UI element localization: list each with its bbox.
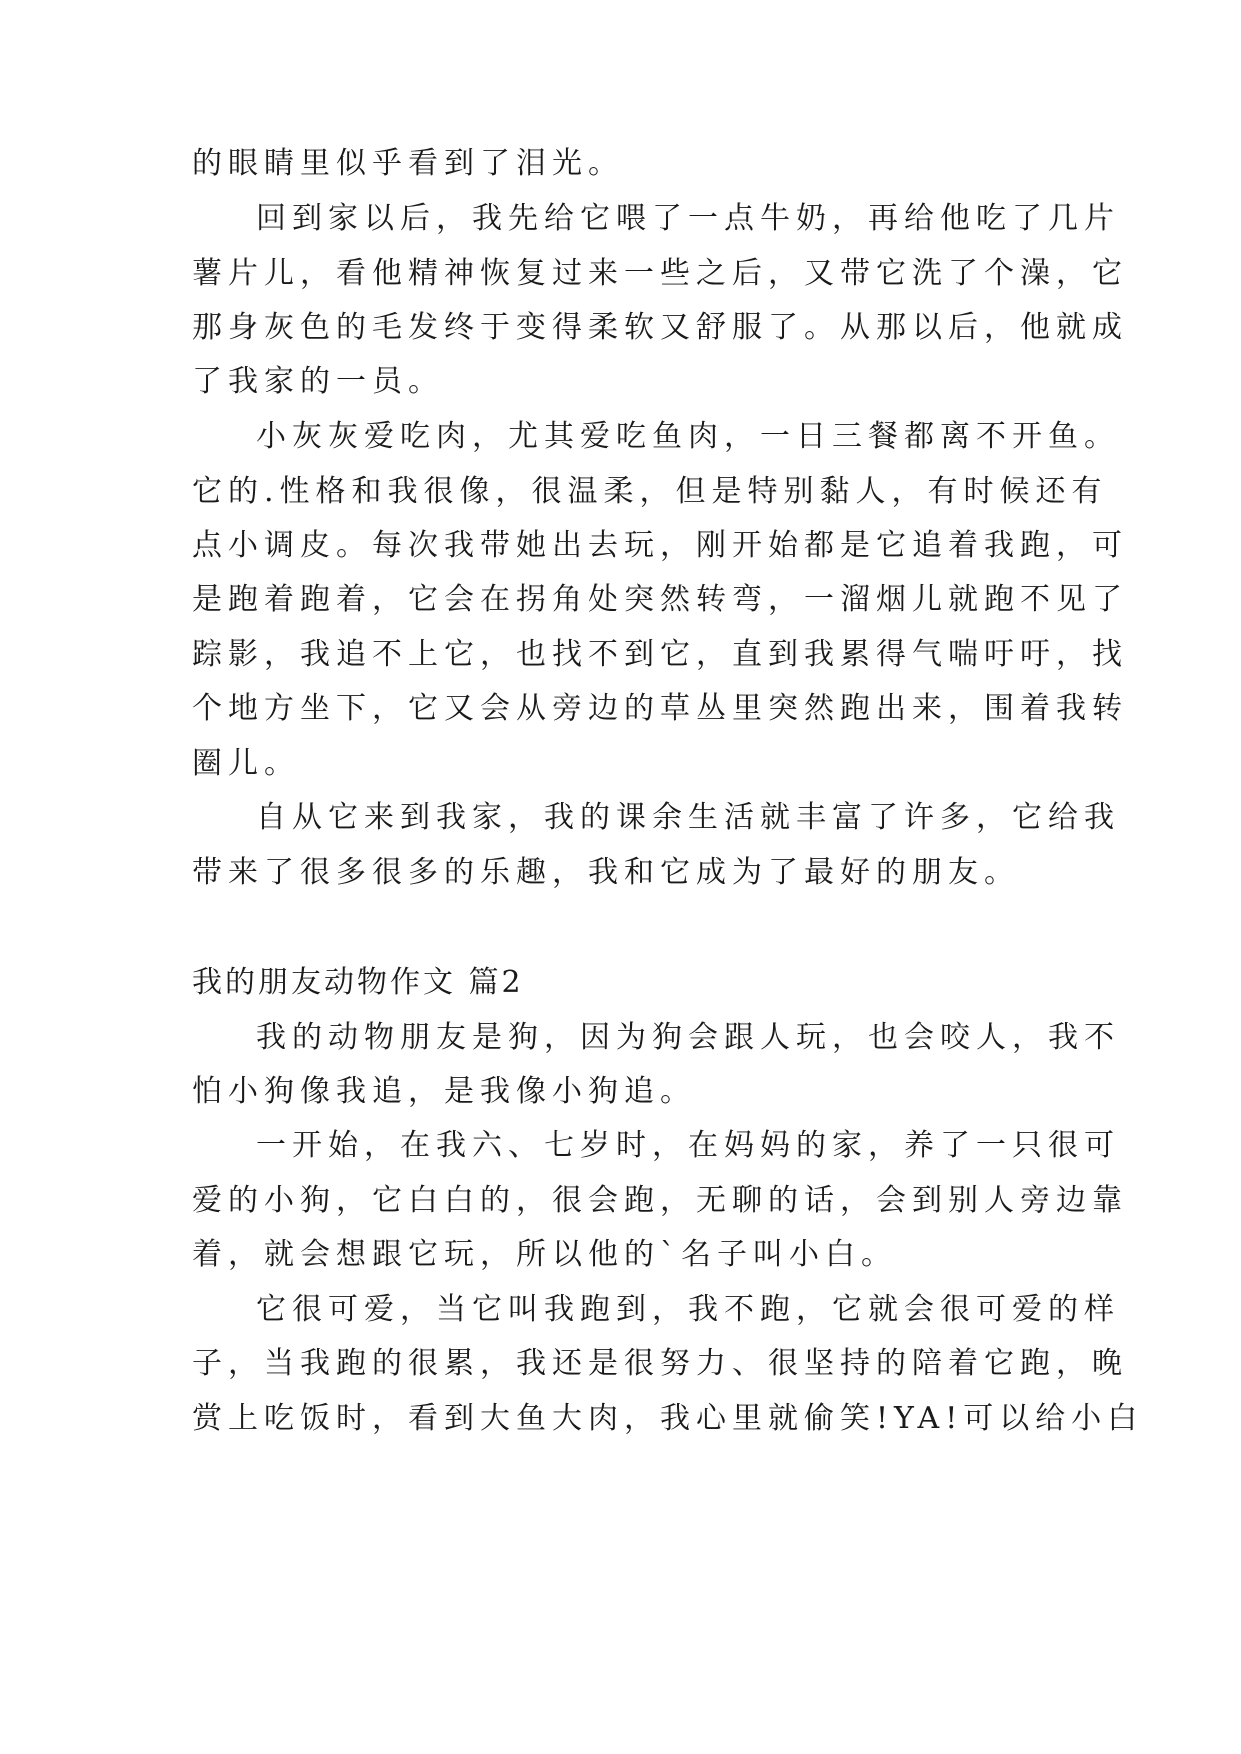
paragraph-line: 的眼睛里似乎看到了泪光。 (192, 146, 624, 181)
paragraph-line: 薯片儿，看他精神恢复过来一些之后，又带它洗了个澡，它 (192, 256, 1128, 291)
paragraph-line: 一开始，在我六、七岁时，在妈妈的家，养了一只很可 (256, 1128, 1120, 1163)
paragraph-line: 是跑着跑着，它会在拐角处突然转弯，一溜烟儿就跑不见了 (192, 582, 1128, 617)
section-heading: 我的朋友动物作文 篇2 (192, 965, 524, 1000)
paragraph-line: 踪影，我追不上它，也找不到它，直到我累得气喘吁吁，找 (192, 637, 1128, 672)
paragraph-line: 爱的小狗，它白白的，很会跑，无聊的话，会到别人旁边靠 (192, 1183, 1128, 1218)
paragraph-line: 个地方坐下，它又会从旁边的草丛里突然跑出来，围着我转 (192, 691, 1128, 726)
paragraph-line: 子，当我跑的很累，我还是很努力、很坚持的陪着它跑，晚 (192, 1346, 1128, 1381)
paragraph-line: 着，就会想跟它玩，所以他的`名子叫小白。 (192, 1237, 897, 1272)
paragraph-line: 圈儿。 (192, 746, 300, 781)
paragraph-line: 赏上吃饭时，看到大鱼大肉，我心里就偷笑!YA!可以给小白 (192, 1401, 1144, 1436)
paragraph-line: 怕小狗像我追，是我像小狗追。 (192, 1074, 696, 1109)
paragraph-line: 带来了很多很多的乐趣，我和它成为了最好的朋友。 (192, 855, 1020, 890)
paragraph-line: 自从它来到我家，我的课余生活就丰富了许多，它给我 (256, 800, 1120, 835)
paragraph-line: 我的动物朋友是狗，因为狗会跟人玩，也会咬人，我不 (256, 1020, 1120, 1055)
paragraph-line: 它很可爱，当它叫我跑到，我不跑，它就会很可爱的样 (256, 1292, 1120, 1327)
paragraph-line: 它的.性格和我很像，很温柔，但是特别黏人，有时候还有 (192, 474, 1108, 509)
paragraph-line: 小灰灰爱吃肉，尤其爱吃鱼肉，一日三餐都离不开鱼。 (256, 419, 1120, 454)
paragraph-line: 点小调皮。每次我带她出去玩，刚开始都是它追着我跑，可 (192, 528, 1128, 563)
paragraph-line: 回到家以后，我先给它喂了一点牛奶，再给他吃了几片 (256, 201, 1120, 236)
paragraph-line: 那身灰色的毛发终于变得柔软又舒服了。从那以后，他就成 (192, 310, 1128, 345)
paragraph-line: 了我家的一员。 (192, 364, 444, 399)
